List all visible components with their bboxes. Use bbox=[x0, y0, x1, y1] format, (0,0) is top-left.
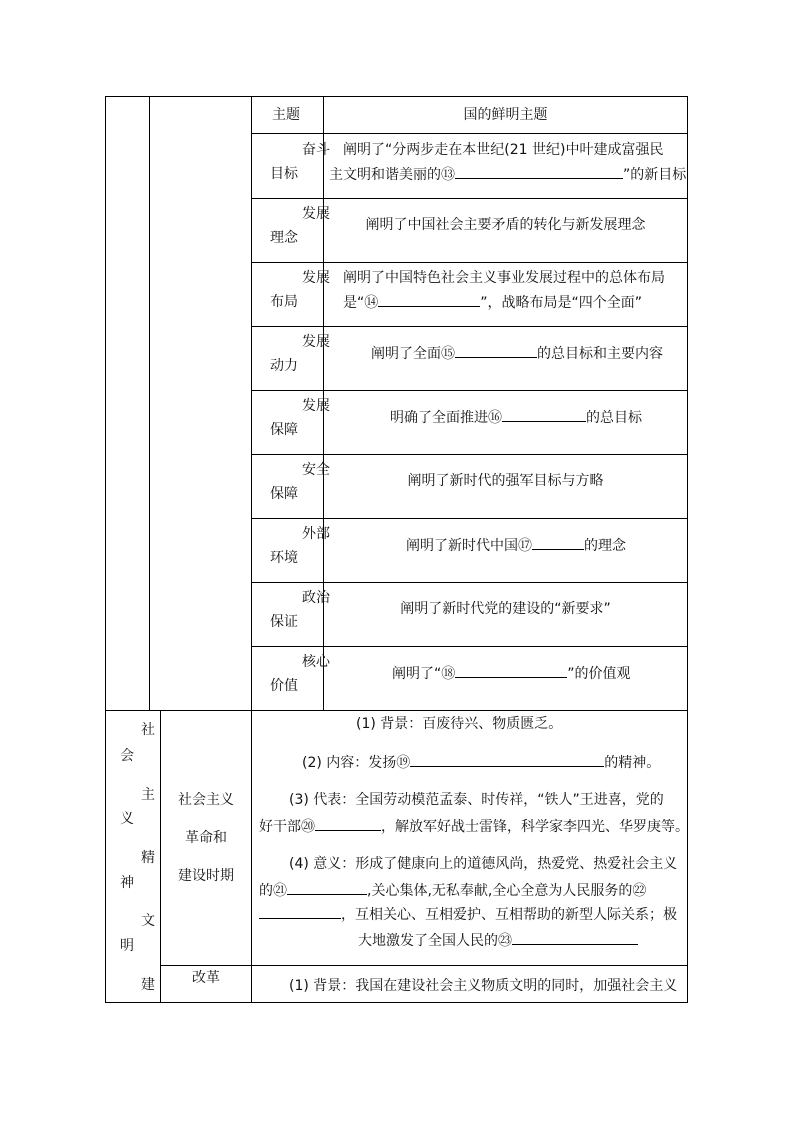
row-content-concept: 阐明了中国社会主要矛盾的转化与新发展理念 bbox=[365, 217, 646, 233]
row-content-goal-line1: 阐明了“分两步走在本世纪(21 世纪)中叶建成富强民 bbox=[343, 142, 664, 158]
item-representatives-line1: (3) 代表：全国劳动模范孟泰、时传祥，“铁人”王进喜，党的 bbox=[289, 792, 664, 808]
fill-blank-18[interactable] bbox=[455, 661, 567, 678]
item-representatives-line2 bbox=[259, 814, 689, 839]
label-line: 环境 bbox=[270, 550, 298, 566]
text-run: 的总目标 bbox=[586, 410, 642, 426]
vertical-char: 建 bbox=[141, 977, 155, 993]
label-line: 发展 bbox=[302, 270, 330, 286]
reform-label: 改革 bbox=[192, 970, 220, 986]
label-line: 核心 bbox=[302, 654, 330, 670]
table-border-bottom bbox=[105, 1002, 688, 1003]
row-label-motivation bbox=[270, 330, 330, 378]
row-content-security: 阐明了新时代的强军目标与方略 bbox=[407, 473, 604, 489]
label-line: 发展 bbox=[302, 334, 330, 350]
row-content-guarantee bbox=[390, 405, 642, 430]
row-line bbox=[251, 262, 688, 263]
text-run: 是“⑭ bbox=[343, 295, 379, 311]
table-border-left bbox=[105, 96, 106, 1003]
fill-blank-22[interactable] bbox=[259, 902, 341, 919]
label-line: 安全 bbox=[302, 462, 330, 478]
row-content-values bbox=[392, 661, 631, 686]
period-label-line: 社会主义 bbox=[178, 792, 234, 808]
row-label-guarantee bbox=[270, 394, 330, 442]
text-run: ,关心集体,无私奉献,全心全意为人民服务的㉒ bbox=[367, 883, 647, 899]
item-significance-line2 bbox=[259, 878, 646, 903]
vertical-char: 神 bbox=[120, 875, 134, 891]
row-content-goal-line2 bbox=[329, 162, 686, 187]
row-content-political: 阐明了新时代党的建设的“新要求” bbox=[400, 601, 611, 617]
item-content bbox=[302, 750, 660, 775]
row-label-goal bbox=[270, 138, 330, 186]
label-line: 布局 bbox=[270, 294, 298, 310]
text-run: ”的价值观 bbox=[567, 666, 631, 682]
text-run: 的理念 bbox=[584, 538, 626, 554]
vertical-char: 文 bbox=[141, 913, 155, 929]
text-run: 好干部⑳ bbox=[259, 819, 315, 835]
fill-blank-23[interactable] bbox=[512, 928, 638, 945]
fill-blank-14[interactable] bbox=[378, 290, 480, 307]
fill-blank-15[interactable] bbox=[455, 341, 537, 358]
label-line: 价值 bbox=[270, 678, 298, 694]
label-line: 目标 bbox=[270, 166, 298, 182]
vertical-char: 精 bbox=[141, 850, 155, 866]
fill-blank-20[interactable] bbox=[315, 814, 381, 831]
label-line: 动力 bbox=[270, 358, 298, 374]
fill-blank-16[interactable] bbox=[502, 405, 586, 422]
row-content-layout-line1: 阐明了中国特色社会主义事业发展过程中的总体布局 bbox=[343, 270, 665, 286]
row-line bbox=[251, 390, 688, 391]
row-label-values bbox=[270, 650, 330, 698]
table-col-divider-2 bbox=[251, 96, 252, 1003]
vertical-char: 主 bbox=[141, 787, 155, 803]
label-line: 保障 bbox=[270, 486, 298, 502]
label-line: 发展 bbox=[302, 206, 330, 222]
table-border-top bbox=[105, 96, 688, 97]
text-run: 阐明了新时代中国⑰ bbox=[406, 538, 532, 554]
text-run: ，互相关心、互相爱护、互相帮助的新型人际关系；极 bbox=[341, 907, 677, 923]
label-line: 保障 bbox=[270, 422, 298, 438]
row-content-motivation bbox=[371, 341, 663, 366]
item-significance-line4 bbox=[358, 928, 638, 953]
text-run: 阐明了全面⑮ bbox=[371, 346, 455, 362]
row-label-political bbox=[270, 586, 330, 634]
item-background: (1) 背景：百废待兴、物质匮乏。 bbox=[356, 716, 563, 732]
label-line: 发展 bbox=[302, 398, 330, 414]
text-run: (2) 内容：发扬⑲ bbox=[302, 755, 411, 771]
text-run: ”的新目标 bbox=[623, 167, 687, 183]
text-run: 主文明和谐美丽的⑬ bbox=[329, 167, 455, 183]
row-content-environment bbox=[406, 533, 626, 558]
row-label-environment bbox=[270, 522, 330, 570]
row-label-concept bbox=[270, 202, 330, 250]
row-line bbox=[251, 582, 688, 583]
table-border-right bbox=[687, 96, 688, 1003]
row-line bbox=[251, 646, 688, 647]
row-line bbox=[251, 454, 688, 455]
table-col-divider-1 bbox=[149, 96, 150, 710]
item-significance-line3 bbox=[259, 902, 677, 927]
vertical-char: 会 bbox=[120, 748, 134, 764]
text-run: 阐明了“⑱ bbox=[392, 666, 456, 682]
row-label-layout bbox=[270, 266, 330, 314]
row-content-layout-line2 bbox=[343, 290, 642, 315]
row-line bbox=[251, 326, 688, 327]
text-run: 明确了全面推进⑯ bbox=[390, 410, 502, 426]
period-label-line: 建设时期 bbox=[178, 868, 234, 884]
period-label-line: 革命和 bbox=[185, 830, 227, 846]
vertical-char: 社 bbox=[141, 722, 155, 738]
text-run: ”，战略布局是“四个全面” bbox=[480, 295, 643, 311]
text-run: 的总目标和主要内容 bbox=[537, 346, 663, 362]
item-significance-line1: (4) 意义：形成了健康向上的道德风尚，热爱党、热爱社会主义 bbox=[289, 856, 678, 872]
row-line bbox=[251, 518, 688, 519]
row-line bbox=[251, 198, 688, 199]
label-line: 政治 bbox=[302, 590, 330, 606]
fill-blank-13[interactable] bbox=[455, 162, 623, 179]
text-run: 大地激发了全国人民的㉓ bbox=[358, 933, 512, 949]
vertical-char: 义 bbox=[120, 811, 134, 827]
label-line: 保证 bbox=[270, 614, 298, 630]
text-run: 的㉑ bbox=[259, 883, 287, 899]
row-line bbox=[251, 133, 688, 134]
section-divider bbox=[105, 710, 688, 711]
label-line: 外部 bbox=[302, 526, 330, 542]
row-label-theme: 主题 bbox=[272, 107, 300, 123]
fill-blank-19[interactable] bbox=[410, 750, 604, 767]
fill-blank-21[interactable] bbox=[287, 878, 367, 895]
row-label-security bbox=[270, 458, 330, 506]
label-line: 奋斗 bbox=[302, 142, 330, 158]
row-content-theme: 国的鲜明主题 bbox=[463, 107, 548, 123]
period-label bbox=[161, 781, 251, 895]
text-run: ，解放军好战士雷锋，科学家李四光、华罗庚等。 bbox=[381, 819, 689, 835]
text-run: 的精神。 bbox=[604, 755, 661, 771]
reform-background: (1) 背景：我国在建设社会主义物质文明的同时，加强社会主义 bbox=[289, 978, 678, 994]
label-line: 理念 bbox=[270, 230, 298, 246]
fill-blank-17[interactable] bbox=[532, 533, 584, 550]
vertical-char: 明 bbox=[120, 938, 134, 954]
